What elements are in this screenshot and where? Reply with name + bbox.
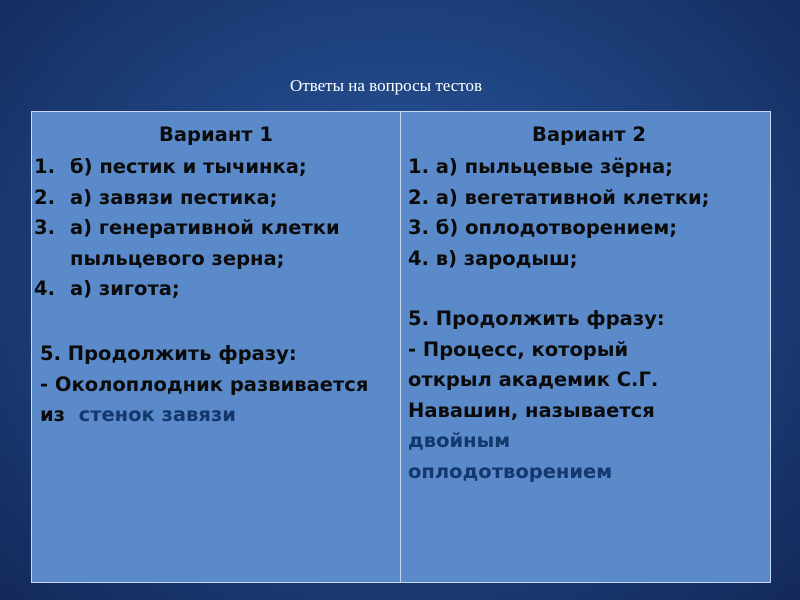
- list-item: 3. б) оплодотворением;: [408, 216, 678, 239]
- list-item: [32, 152, 400, 183]
- spacer: [408, 274, 770, 304]
- item-text: а) генеративной клетки пыльцевого зерна;: [70, 216, 340, 270]
- variant-1-answer-list: [32, 152, 400, 305]
- variant-1-column: [32, 112, 401, 582]
- list-item: 2. а) вегетативной клетки;: [408, 185, 710, 209]
- item-text: а) зигота;: [70, 277, 180, 300]
- item-text: б) пестик и тычинка;: [70, 155, 307, 178]
- slide-title: [0, 76, 800, 96]
- variant-2-heading: Вариант 2: [532, 123, 646, 146]
- question-5-title: 5. Продолжить фразу:: [408, 307, 665, 330]
- answers-table: [31, 111, 771, 583]
- variant-1-heading: Вариант 1: [159, 123, 273, 146]
- question-5-text: - Околоплодник развивается из: [40, 372, 369, 426]
- item-text: а) завязи пестика;: [70, 185, 278, 209]
- question-5-body: [408, 335, 698, 488]
- slide-title-text: Ответы на вопросы тестов: [290, 76, 482, 95]
- question-5-answer: стенок завязи: [78, 403, 236, 426]
- question-5-answer: двойным оплодотворением: [408, 429, 613, 483]
- question-5-title: 5. Продолжить фразу:: [40, 342, 297, 365]
- item-number: 2.: [34, 185, 55, 209]
- item-number: 1.: [34, 155, 55, 178]
- variant-1-question-5: [40, 339, 390, 431]
- list-item: [32, 213, 400, 274]
- list-item: 1. а) пыльцевые зёрна;: [408, 155, 673, 178]
- question-5-text: - Процесс, который открыл академик С.Г. Навашин, называется: [408, 337, 659, 422]
- item-number: 4.: [34, 277, 55, 300]
- list-item: [32, 274, 400, 305]
- list-item: 4. в) зародыш;: [408, 246, 578, 270]
- variant-2-question-5: [408, 304, 770, 487]
- variant-2-column: [401, 112, 770, 582]
- question-5-body: [40, 370, 390, 431]
- item-number: 3.: [34, 216, 55, 239]
- list-item: [32, 183, 400, 214]
